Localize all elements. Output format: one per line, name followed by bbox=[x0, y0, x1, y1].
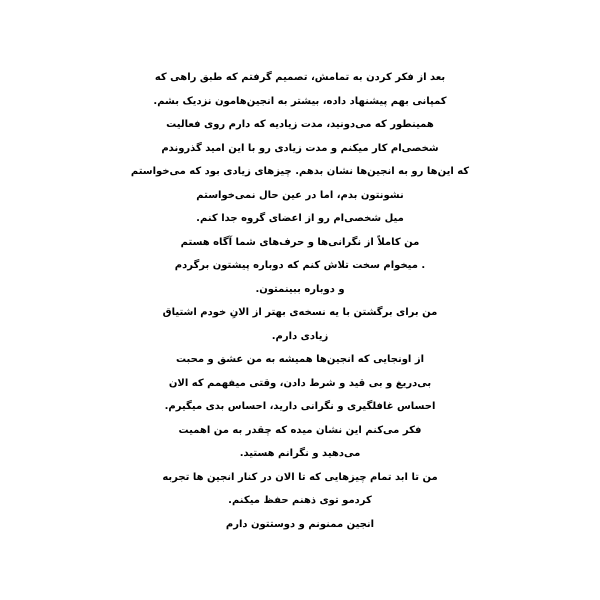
text-line: من تا ابد تمام چیزهایی که تا الان در کنار انجین ها تجربه bbox=[162, 471, 438, 483]
text-line: از اونجایی که انجین‌ها همیشه به من عشق و محبت bbox=[175, 354, 425, 365]
text-line: من برای برگشتن با یه نسخه‌ی بهتر از الانِ خودم اشتیاق bbox=[162, 307, 438, 318]
text-line: احساس غافلگیری و نگرانی دارید، احساس بدی میگیرم. bbox=[164, 401, 436, 412]
text-line: و دوباره ببینمتون. bbox=[255, 283, 345, 295]
text-line: که این‌ها رو به انجین‌ها نشان بدهم. چیزهای زیادی بود که می‌خواستم bbox=[130, 166, 470, 177]
text-line: بی‌دریغ و بی قید و شرط دادن، وقتی میفهمم که الان bbox=[168, 377, 432, 389]
letter-text bbox=[0, 66, 600, 536]
text-line: بعد از فکر کردن به تمامش، تصمیم گرفتم که طبق راهی که bbox=[154, 72, 446, 83]
text-line: کردمو توی ذهنم حفظ میکنم. bbox=[228, 495, 372, 506]
text-line: نشونتون بدم، اما در عین حال نمی‌خواستم bbox=[196, 189, 404, 201]
text-line: همینطور که می‌دونید، مدت زیادیه که دارم روی فعالیت bbox=[166, 119, 434, 130]
text-line: . میخوام سخت تلاش کنم که دوباره پیشتون برگردم bbox=[174, 260, 426, 271]
text-line: زیادی دارم. bbox=[271, 330, 329, 342]
text-line: فکر می‌کنم این نشان میده که چقدر به من اهمیت bbox=[178, 424, 422, 436]
text-line: می‌دهید و نگرانم هستید. bbox=[239, 448, 361, 459]
text-line: کمپانی بهم پیشنهاد داده، بیشتر به انجین‌هامون نزدیک بشم. bbox=[153, 95, 447, 107]
text-line: میل شخصی‌ام رو از اعضای گروه جدا کنم. bbox=[196, 213, 404, 224]
text-line: شخصی‌ام کار میکنم و مدت زیادی رو با این امید گذروندم bbox=[161, 142, 439, 154]
text-line: انجین ممنونم و دوستتون دارم bbox=[225, 518, 375, 530]
text-line: من کاملاً از نگرانی‌ها و حرف‌های شما آگاه هستم bbox=[180, 236, 420, 248]
